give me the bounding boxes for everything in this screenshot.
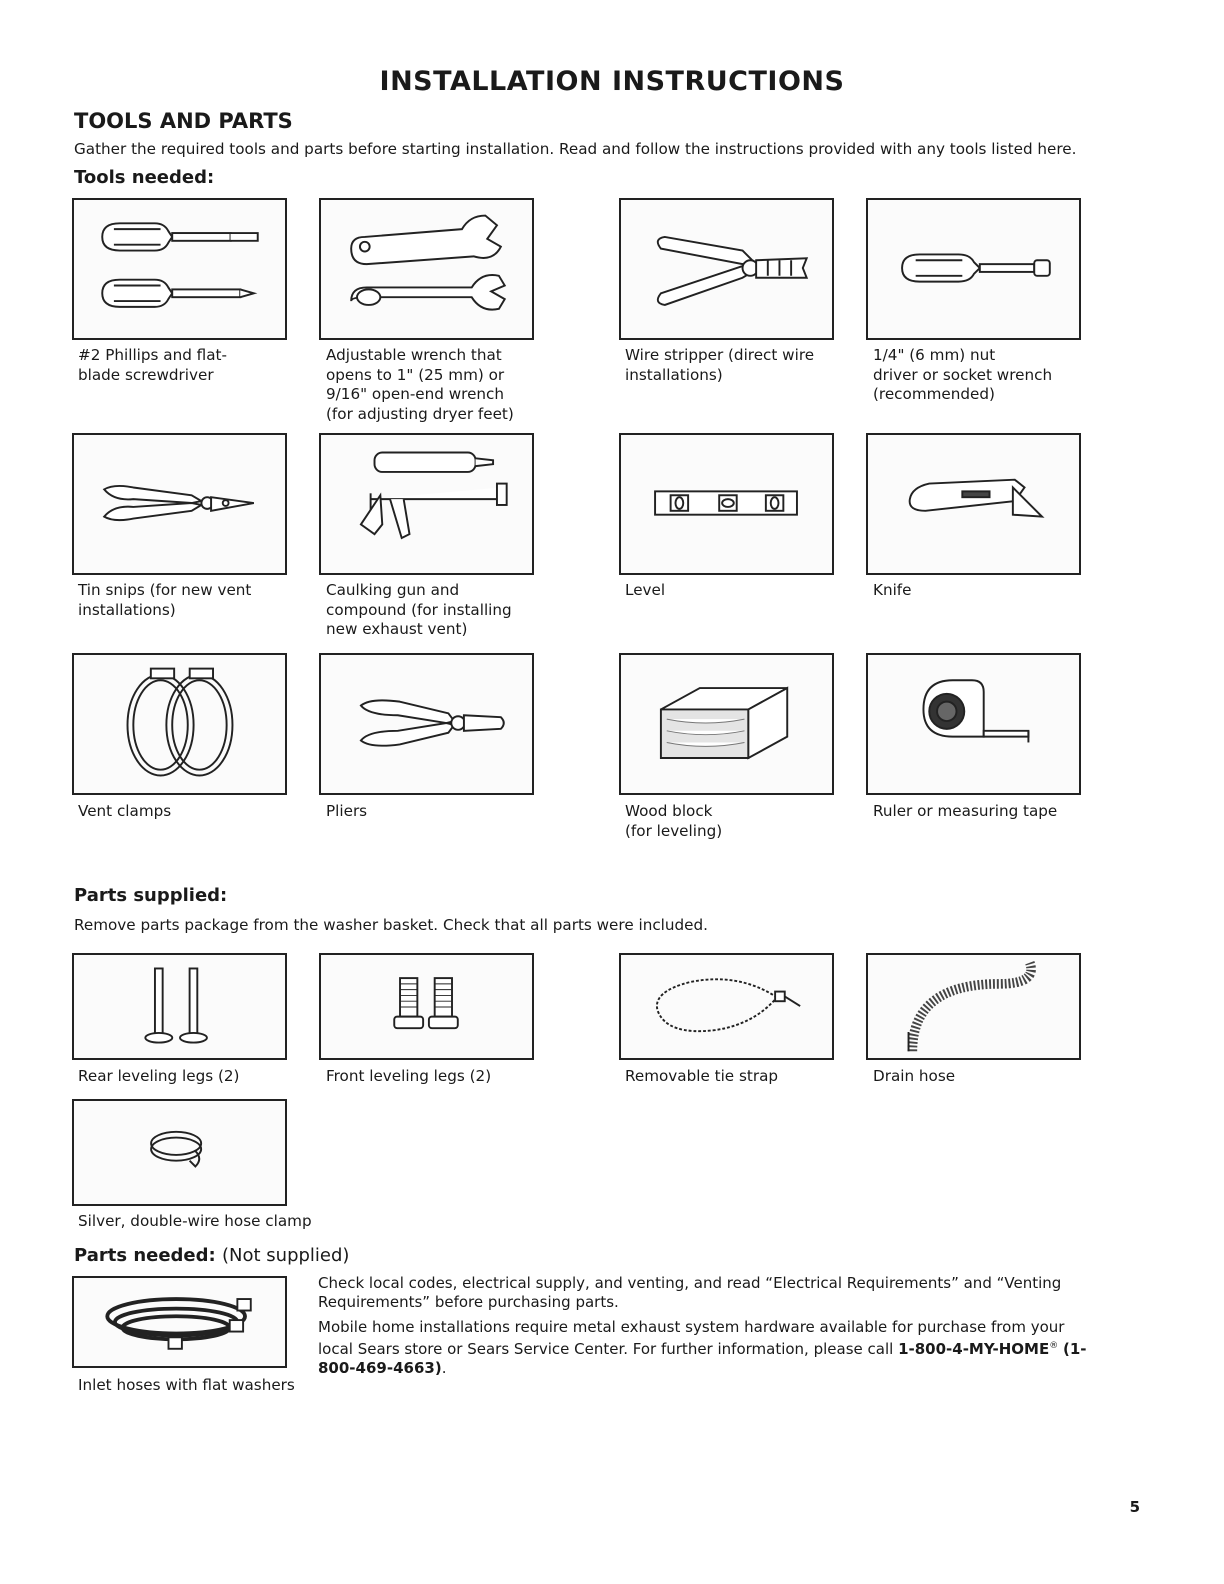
parts-needed-paragraph-1: Check local codes, electrical supply, and venting, and read “Electrical Requirements” and “Venting Requirements” before purchasing parts.: [318, 1274, 1062, 1311]
wrench-icon: [321, 200, 532, 338]
tool-caption-pliers: Pliers: [326, 802, 368, 820]
tool-image-knife: [866, 433, 1081, 575]
caulking-gun-icon: [321, 435, 532, 573]
part-caption-tie-strap: Removable tie strap: [625, 1067, 779, 1085]
part-caption-hose-clamp: Silver, double-wire hose clamp: [78, 1212, 312, 1230]
tool-image-screwdrivers: [72, 198, 287, 340]
part-image-rear-legs: [72, 953, 287, 1060]
rear-leveling-leg-icon: [74, 955, 285, 1058]
tool-caption-wire-stripper: Wire stripper (direct wire installations): [625, 346, 815, 384]
tool-image-tin-snips: [72, 433, 287, 575]
hose-clamp-icon: [74, 1101, 285, 1204]
part-image-front-legs: [319, 953, 534, 1060]
tool-image-wrenches: [319, 198, 534, 340]
screwdriver-icon: [74, 200, 285, 338]
tool-caption-measuring-tape: Ruler or measuring tape: [873, 802, 1058, 820]
measuring-tape-icon: [868, 655, 1079, 793]
part-caption-drain-hose: Drain hose: [873, 1067, 956, 1085]
drain-hose-icon: [868, 955, 1079, 1058]
part-caption-front-legs: Front leveling legs (2): [326, 1067, 492, 1085]
tin-snips-icon: [74, 435, 285, 573]
wire-stripper-icon: [621, 200, 832, 338]
part-image-drain-hose: [866, 953, 1081, 1060]
registered-mark: ®: [1049, 1341, 1059, 1351]
parts-supplied-heading: Parts supplied:: [74, 885, 228, 906]
front-leveling-leg-icon: [321, 955, 532, 1058]
tool-caption-screwdrivers: #2 Phillips and flat- blade screwdriver: [78, 346, 227, 384]
phone-number: (1-800-469-4663): [318, 1340, 1087, 1377]
level-icon: [621, 435, 832, 573]
parts-needed-note: (Not supplied): [222, 1245, 350, 1266]
parts-needed-heading: Parts needed: (Not supplied): [74, 1245, 350, 1266]
tool-image-pliers: [319, 653, 534, 795]
section-intro: Gather the required tools and parts before starting installation. Read and follow the instructions provided with any tools listed here.: [74, 140, 1077, 158]
tool-image-nut-driver: [866, 198, 1081, 340]
tool-caption-wood-block: Wood block (for leveling): [625, 802, 723, 840]
pliers-icon: [321, 655, 532, 793]
tool-caption-nut-driver: 1/4" (6 mm) nut driver or socket wrench (recommended): [873, 346, 1053, 403]
tool-image-measuring-tape: [866, 653, 1081, 795]
part-caption-inlet-hoses: Inlet hoses with flat washers: [78, 1376, 295, 1394]
tool-image-level: [619, 433, 834, 575]
section-title: TOOLS AND PARTS: [74, 109, 293, 133]
tool-image-wire-stripper: [619, 198, 834, 340]
tool-image-wood-block: [619, 653, 834, 795]
tool-caption-wrenches: Adjustable wrench that opens to 1" (25 mm) or 9/16" open-end wrench (for adjusting dryer feet): [326, 346, 514, 423]
part-image-tie-strap: [619, 953, 834, 1060]
phone-brand: 1-800-4-MY-HOME: [898, 1340, 1050, 1358]
parts-supplied-intro: Remove parts package from the washer basket. Check that all parts were included.: [74, 916, 708, 934]
tool-image-vent-clamps: [72, 653, 287, 795]
tools-needed-heading: Tools needed:: [74, 167, 215, 188]
wood-block-icon: [621, 655, 832, 793]
tool-caption-caulking-gun: Caulking gun and compound (for installing new exhaust vent): [326, 581, 512, 638]
nut-driver-icon: [868, 200, 1079, 338]
page-title: INSTALLATION INSTRUCTIONS: [379, 66, 845, 97]
tool-caption-level: Level: [625, 581, 666, 599]
page-number: 5: [1129, 1498, 1140, 1516]
knife-icon: [868, 435, 1079, 573]
part-caption-rear-legs: Rear leveling legs (2): [78, 1067, 240, 1085]
tool-caption-vent-clamps: Vent clamps: [78, 802, 172, 820]
part-image-hose-clamp: [72, 1099, 287, 1206]
tool-caption-tin-snips: Tin snips (for new vent installations): [78, 581, 252, 619]
part-image-inlet-hoses: [72, 1276, 287, 1368]
tool-caption-knife: Knife: [873, 581, 912, 599]
tie-strap-icon: [621, 955, 832, 1058]
tool-image-caulking-gun: [319, 433, 534, 575]
parts-needed-paragraph-2: Mobile home installations require metal exhaust system hardware available for purchase from your local Sears store or Sears Service Center. For further information, please call 1-800-4-MY-HOME® (1-800-469-4663).: [318, 1318, 1087, 1377]
vent-clamp-icon: [74, 655, 285, 793]
inlet-hose-icon: [74, 1278, 285, 1366]
